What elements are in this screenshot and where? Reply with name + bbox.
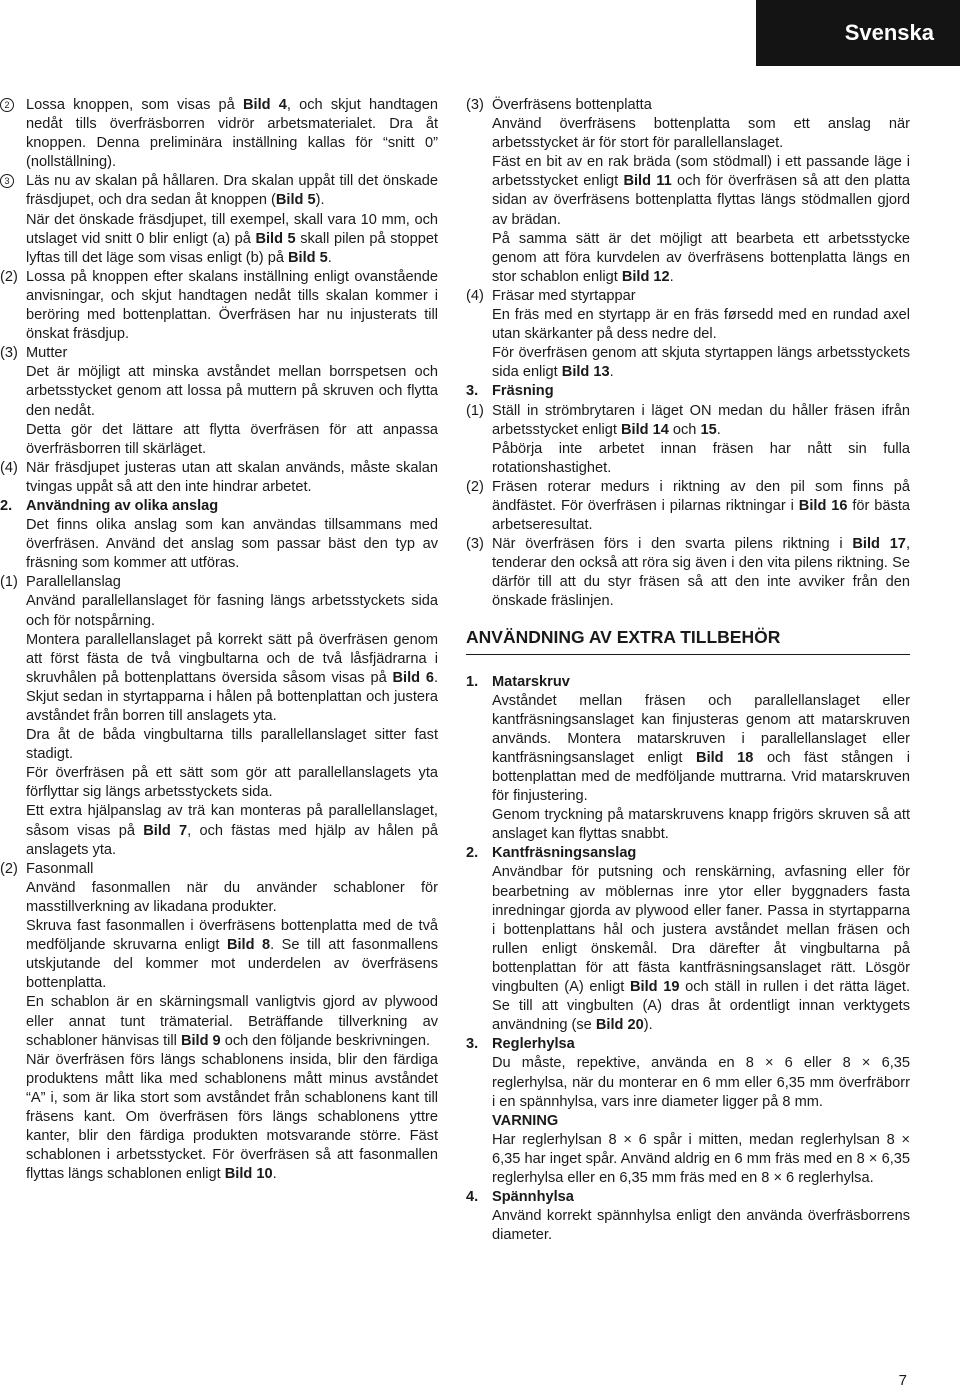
- heading-1: 1. Matarskruv: [466, 673, 570, 690]
- paragraph: En fräs med en styrtapp är en fräs førsedd med en rundad axel utan skärkanter på dess nedre del.: [492, 307, 910, 343]
- paragraph: Genom tryckning på matarskruvens knapp frigörs skruven så att anslaget kan flyttas snabbt.: [492, 807, 910, 843]
- paragraph: Detta gör det lättare att flytta överfräsen för att anpassa överfräsborren till skärläget.: [26, 421, 438, 457]
- warning-label: VARNING: [492, 1112, 559, 1129]
- paragraph: Du måste, repektive, använda en 8 × 6 eller 8 × 6,35 reglerhylsa, när du monterar en 6 mm eller 6,35 mm överfräborr i en spännhylsa, vars inre diameter ligger på 8 mm.: [492, 1055, 910, 1110]
- paragraph: Det finns olika anslag som kan användas tillsammans med överfräsen. Använd det anslag som passar bäst den typ av fräsning som kommer att utföras.: [26, 517, 438, 572]
- paragraph: För överfräsen genom att skjuta styrtappen längs arbetsstyckets sida enligt Bild 13.: [492, 345, 910, 381]
- paragraph: På samma sätt är det möjligt att bearbeta ett arbetsstycke genom att föra kurvdelen av överfräsens bottenplatta längs en stor schablon enligt Bild 12.: [492, 230, 910, 285]
- paragraph: Använd fasonmallen när du använder schabloner för masstillverkning av likadana produkter.: [26, 879, 438, 915]
- paragraph: Montera parallellanslaget på korrekt sätt på överfräsen genom att först fästa de två vingbultarna och de två låsfjädrarna i skruvhålen på bottenplattans översida såsom visas på Bild 6. Skjut sedan in styrtapparna i hålen på bottenplattan och justera avståndet från borren till anslagets yta.: [26, 631, 438, 724]
- item-3-title: (3) Mutter: [0, 345, 68, 362]
- circled-number: 2: [0, 98, 14, 112]
- heading-3: 3. Fräsning: [466, 383, 554, 400]
- paragraph: Ett extra hjälpanslag av trä kan monteras på parallellanslaget, såsom visas på Bild 7, och fästas med hjälp av hålen på anslagets yta.: [26, 803, 438, 858]
- paragraph: Påbörja inte arbetet innan fräsen har nått sin fulla rotationshastighet.: [492, 440, 910, 476]
- item-2-title: (2) Fasonmall: [0, 860, 94, 877]
- language-label: Svenska: [844, 20, 934, 45]
- page-number: 7: [898, 1372, 907, 1389]
- paragraph: Använd korrekt spännhylsa enligt den använda överfräsborrens diameter.: [492, 1208, 910, 1244]
- paragraph: Har reglerhylsan 8 × 6 spår i mitten, medan reglerhylsan 8 × 6,35 har inget spår. Använd aldrig en 6 mm fräs med en 8 × 6,35 reglerhylsa eller en 6,35 mm fräs med en 8 × 6 reglerhylsa.: [492, 1131, 910, 1186]
- item-2: (2) Fräsen roterar medurs i riktning av den pil som finns på ändfästet. För överfräsen i pilarnas riktningar i Bild 16 för bästa arbetseresultat.: [466, 478, 910, 534]
- paragraph: När det önskade fräsdjupet, till exempel, skall vara 10 mm, och utslaget vid snitt 0 blir enligt (a) på Bild 5 skall pilen på stoppet lyftas till det läge som visas enligt (b) på Bild 5.: [26, 211, 438, 266]
- item-4-title: (4) Fräsar med styrtappar: [466, 287, 636, 304]
- step-2: 2 Lossa knoppen, som visas på Bild 4, och skjut handtagen nedåt tills överfräsborren vidrör arbetsmaterialet. Dra åt knoppen. Denna preliminära inställning kallas för “snitt 0” (nollställning).: [0, 96, 438, 172]
- paragraph: När överfräsen förs längs schablonens insida, blir den färdiga produktens mått lika med schablonens mått minus avståndet “A” i, som är lika stort som avståndet från schablonens kant till fräsens kant. Om överfräsen förs längs schablonens yttre kanter, blir den färdiga produkten motsvarande större. Fäst schablonen i arbetsstycket. För överfräsen så att fasonmallen flyttas längs schablonen enligt Bild 10.: [26, 1051, 438, 1183]
- paragraph: För överfräsen på ett sätt som gör att parallellanslagets yta förflyttar sig längs arbetsstyckets sida.: [26, 765, 438, 801]
- heading-2: 2. Kantfräsningsanslag: [466, 845, 637, 862]
- section-title: ANVÄNDNING AV EXTRA TILLBEHÖR: [466, 626, 910, 655]
- paragraph: Fäst en bit av en rak bräda (som stödmall) i ett passande läge i arbetsstycket enligt Bild 11 och för överfräsen så att den platta sidan av överfräsens bottenplatta flyttas längs stödmallen gjord av brädan.: [492, 154, 910, 228]
- item-2: (2) Lossa på knoppen efter skalans inställning enligt ovanstående anvisningar, och skjut handtagen nedåt tills skalan kommer i beröring med bottenplattan. Överfräsen har nu injusterats till önskat fräsdjup.: [0, 268, 438, 343]
- heading-2: 2. Användning av olika anslag: [0, 497, 219, 514]
- item-3: (3) När överfräsen förs i den svarta pilens riktning i Bild 17, tenderar den också att röra sig även i den vita pilens riktning. Se därför till att du styr fräsen så att den inte avviker från den önskade fräslinjen.: [466, 536, 910, 610]
- paragraph: Använd parallellanslaget för fasning längs arbetsstyckets sida och för notspårning.: [26, 593, 438, 629]
- item-1: (1) Ställ in strömbrytaren i läget ON medan du håller fräsen ifrån arbetsstycket enligt Bild 14 och 15.: [466, 402, 910, 438]
- paragraph: Använd överfräsens bottenplatta som ett anslag när arbetsstycket är för stort för parallellanslaget.: [492, 116, 910, 152]
- circled-number: 3: [0, 174, 14, 188]
- item-4: (4) När fräsdjupet justeras utan att skalan används, måste skalan tvingas uppåt så att den inte hindrar arbetet.: [0, 459, 438, 495]
- step-3: 3 Läs nu av skalan på hållaren. Dra skalan uppåt till det önskade fräsdjupet, och dra sedan åt knoppen (Bild 5).: [0, 172, 438, 210]
- language-tab: [756, 0, 960, 66]
- paragraph: Avståndet mellan fräsen och parallellanslaget eller kantfräsningsanslaget kan finjusteras genom att matarskruven används. Montera matarskruven i parallellanslaget eller kantfräsningsanslaget enligt Bild 18 och fäst stången i bottenplattan med de medföljande muttrarna. Vrid matarskruven för finjustering.: [492, 692, 910, 805]
- paragraph: Dra åt de båda vingbultarna tills parallellanslaget sitter fast stadigt.: [26, 727, 438, 763]
- heading-3: 3. Reglerhylsa: [466, 1036, 575, 1053]
- paragraph: Skruva fast fasonmallen i överfräsens bottenplatta med de två medföljande skruvarna enligt Bild 8. Se till att fasonmallens utskjutande del kommer mot underdelen av överfräsens bottenplatta.: [26, 918, 438, 992]
- item-1-title: (1) Parallellanslag: [0, 574, 121, 591]
- left-column: [0, 96, 438, 1184]
- paragraph: Användbar för putsning och renskärning, avfasning eller för bearbetning av möblernas inre ytor eller byggnaders fasta inredningar gjorda av plywood eller faner. Passa in styrtapparna i bottenplattans hål och justera avståndet mellan fräsen och rullen enligt önskemål. Dra därefter åt vingbultarna på bottenplattan för att fästa kantfräsningsanslaget rätt. Lösgör vingbulten (A) enligt Bild 19 och ställ in rullen i det rätta läget. Se till att vingbulten (A) dras åt ordentligt innan verktygets användning (se Bild 20).: [492, 864, 910, 1034]
- item-3-title: (3) Överfräsens bottenplatta: [466, 97, 652, 113]
- right-column: [466, 96, 910, 1245]
- paragraph: Det är möjligt att minska avståndet mellan borrspetsen och arbetsstycket genom att lossa på muttern på skruven och flytta den nedåt.: [26, 364, 438, 419]
- paragraph: En schablon är en skärningsmall vanligtvis gjord av plywood eller annat tunt trämaterial. Beträffande tillverkning av schabloner hänvisas till Bild 9 och den följande beskrivningen.: [26, 994, 438, 1049]
- heading-4: 4. Spännhylsa: [466, 1189, 574, 1206]
